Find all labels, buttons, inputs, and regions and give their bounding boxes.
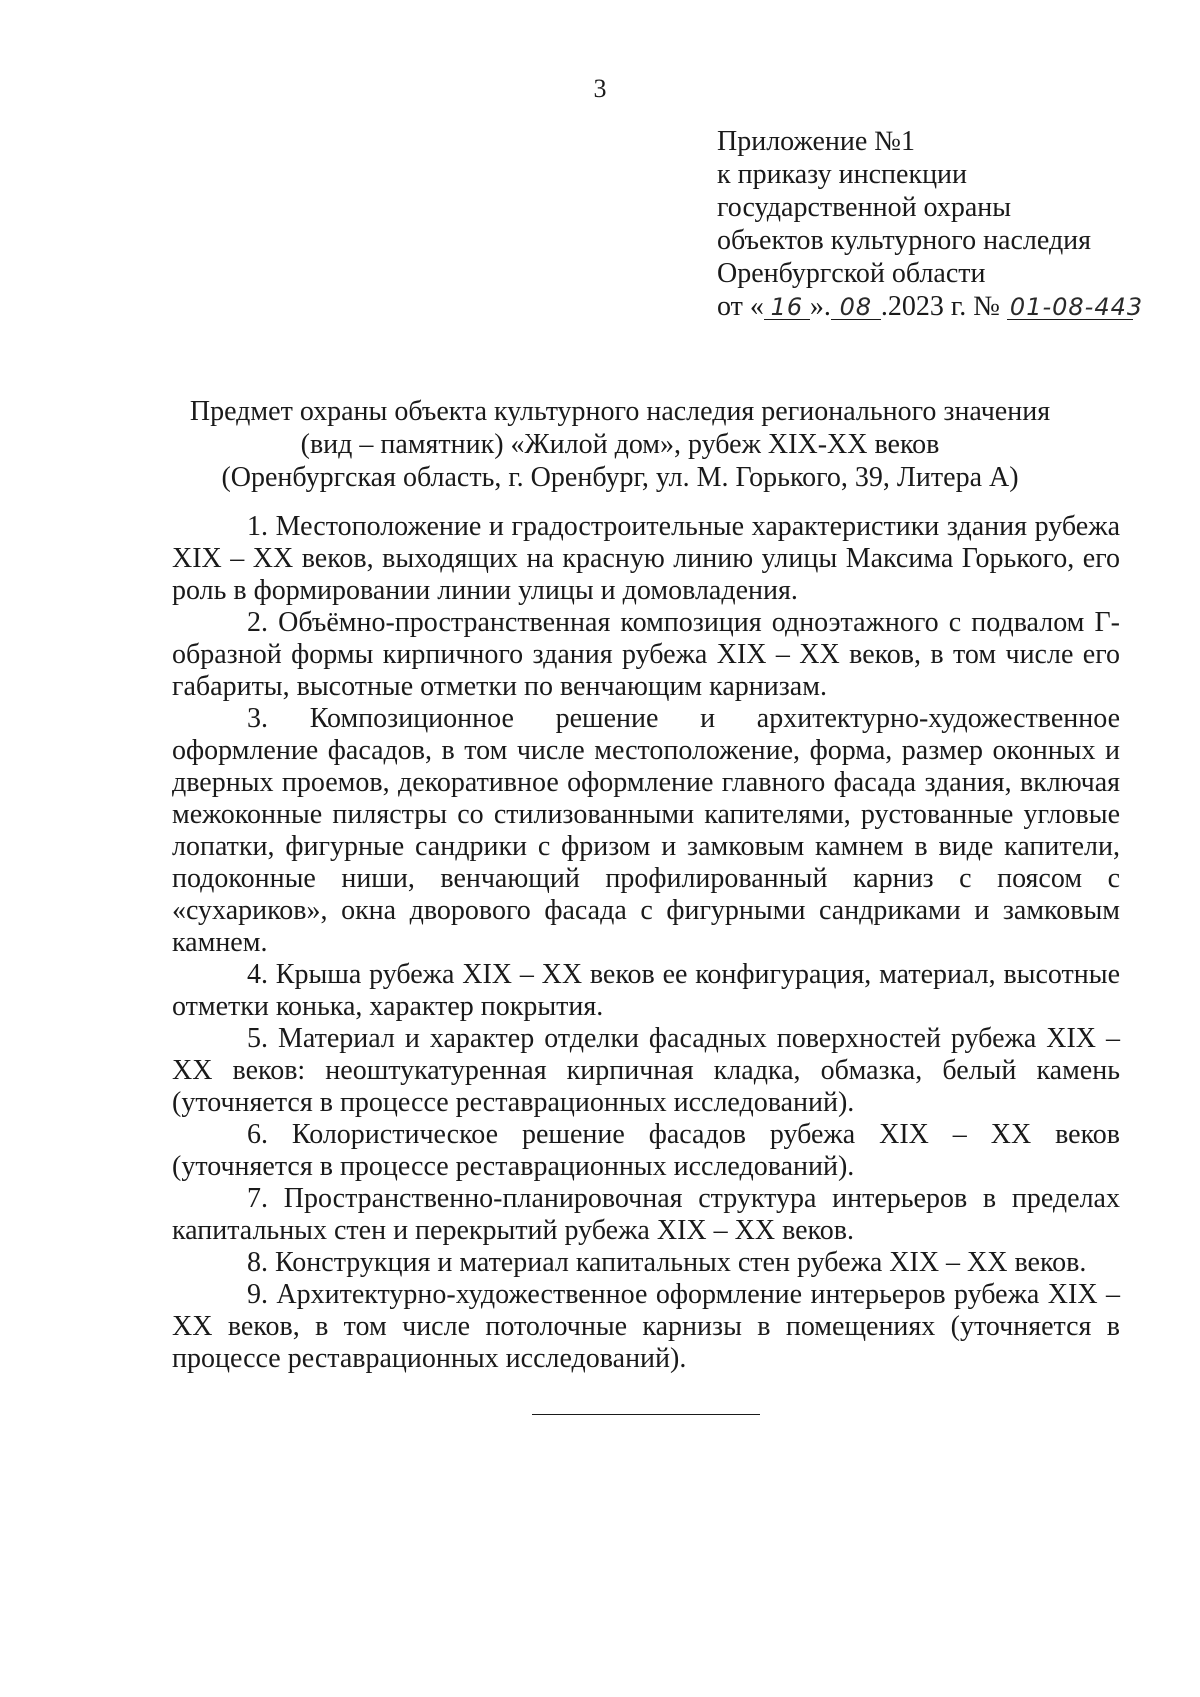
list-item: 9. Архитектурно-художественное оформление интерьеров рубежа XIX – XX веков, в том числе потолочные карнизы в помещениях (уточняется в процессе реставрационных исследований). (172, 1279, 1120, 1374)
appendix-title: Приложение №1 (717, 126, 915, 157)
date-year: .2023 г. № (880, 291, 1000, 322)
list-item: 1. Местоположение и градостроительные характеристики здания рубежа XIX – XX веков, выходящих на красную линию улицы Максима Горького, его роль в формировании линии улицы и домовладения. (172, 511, 1120, 606)
appendix-header (717, 125, 1144, 323)
page-number: 3 (593, 74, 607, 103)
handwritten-month: 08 (831, 295, 881, 320)
list-item: 7. Пространственно-планировочная структура интерьеров в пределах капитальных стен и перекрытий рубежа XIX – XX веков. (172, 1183, 1120, 1246)
appendix-line: объектов культурного наследия (717, 225, 1092, 256)
document-title (160, 395, 1080, 494)
list-item: 3. Композиционное решение и архитектурно-художественное оформление фасадов, в том числе местоположение, форма, размер оконных и дверных проемов, декоративное оформление главного фасада здания, включая межоконные пилястры со стилизованными капителями, рустованные угловые лопатки, фигурные сандрики с фризом и замковым камнем в виде капители, подоконные ниши, венчающий профилированный карниз с поясом с «сухариков», окна дворового фасада с фигурными сандриками и замковым камнем. (172, 703, 1120, 958)
document-body (172, 511, 1120, 1375)
handwritten-doc-number: 01-08-443 (1007, 295, 1133, 320)
date-separator: ». (809, 291, 831, 322)
appendix-line: государственной охраны (717, 192, 1012, 223)
list-item: 8. Конструкция и материал капитальных стен рубежа XIX – XX веков. (247, 1247, 1087, 1278)
date-prefix: от « (717, 291, 764, 322)
title-line: (Оренбургская область, г. Оренбург, ул. М. Горького, 39, Литера А) (221, 462, 1019, 493)
appendix-date-line (717, 290, 1144, 323)
list-item: 4. Крыша рубежа XIX – XX веков ее конфигурация, материал, высотные отметки конька, характер покрытия. (172, 959, 1120, 1022)
list-item: 2. Объёмно-пространственная композиция одноэтажного с подвалом Г-образной формы кирпичного здания рубежа XIX – XX веков, в том числе его габариты, высотные отметки по венчающим карнизам. (172, 607, 1120, 702)
end-divider (532, 1414, 760, 1415)
title-line: Предмет охраны объекта культурного наследия регионального значения (189, 396, 1051, 427)
appendix-line: к приказу инспекции (717, 159, 968, 190)
title-line: (вид – памятник) «Жилой дом», рубеж XIX-XX веков (300, 429, 940, 460)
list-item: 6. Колористическое решение фасадов рубежа XIX – XX веков (уточняется в процессе реставрационных исследований). (172, 1119, 1120, 1182)
appendix-line: Оренбургской области (717, 258, 986, 289)
list-item: 5. Материал и характер отделки фасадных поверхностей рубежа XIX – XX веков: неоштукатуренная кирпичная кладка, обмазка, белый камень (уточняется в процессе реставрационных исследований). (172, 1023, 1120, 1118)
handwritten-day: 16 (764, 295, 810, 320)
